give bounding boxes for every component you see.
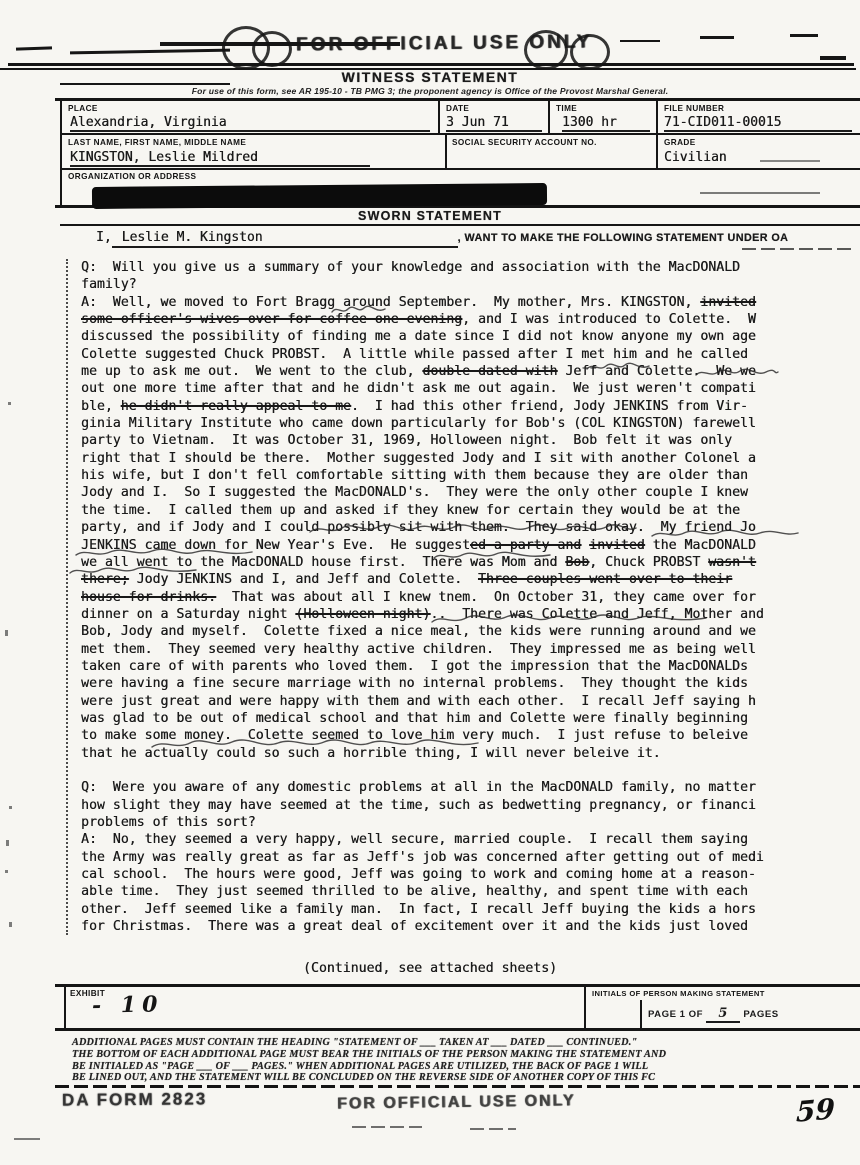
scan-artifact [70,49,230,55]
statement-line: there; Jody JENKINS and I, and Jeff and Colette. Three couples went over to their [81,572,733,588]
statement-line: JENKINS came down for New Year's Eve. He suggested a party and invited the MacDONALD [81,537,756,553]
page-count-value: 5 [706,1006,740,1023]
statement-line: to make some money. Colette seemed to love him very much. I just refuse to beleive [81,728,748,744]
statement-line: Jody and I. So I suggested the MacDONALD's. They were the only other couple I knew [81,485,748,501]
exhibit-label: EXHIBIT [70,989,106,998]
scan-artifact [820,56,846,60]
table-border [584,984,586,1030]
statement-line: cal school. The hours were good, Jeff was going to work and coming home at a reason- [81,867,756,883]
statement-line: right that I should be there. Mother suggested Jody and I sit with another Colonel a [81,450,756,466]
scan-artifact [9,922,12,927]
grade-label: GRADE [664,138,696,147]
handwritten-annotation [74,546,254,559]
form-subtitle: For use of this form, see AR 195-10 - TB PMG 3; the proponent agency is Office of the Provost Marshal General. [191,86,669,96]
statement-line: A: No, they seemed a very happy, well secure, married couple. I recall them saying [81,832,748,848]
statement-line [81,762,860,779]
table-border [64,984,66,1030]
scan-artifact [700,36,734,39]
statement-line: family? [81,277,137,293]
statement-line: how slight they may have seemed at the time, such as bedwetting pregnancy, or financi [81,797,756,813]
statement-line: was glad to be out of medical school and that him and Colette were finally beginning [81,710,748,726]
statement-line: A: Well, we moved to Fort Bragg around September. My mother, Mrs. KINGSTON, invited [81,294,756,310]
scan-artifact [760,160,820,162]
handwritten-annotation [694,366,780,379]
statement-line: party to Vietnam. It was October 31, 1969, Holloween night. Bob felt it was only [81,433,733,449]
statement-line: were having a fine secure marriage with no internal problems. They thought the kids [81,676,748,692]
statement-line: for Christmas. There was a great deal of excitement over it and the kids just loved [81,919,748,935]
statement-line: his wife, but I don't fell comfortable sitting with them because they are older than [81,468,748,484]
for-official-use-only-stamp: FOR OFFICIAL USE ONLY [295,31,593,56]
statement-line: Colette suggested Chuck PROBST. A little while passed after I met him and he called [81,346,748,362]
time-label: TIME [556,104,578,113]
form-title: WITNESS STATEMENT [341,69,519,85]
statement-line: other. Jeff seemed like a family man. In fact, I recall Jeff buying the kids a hors [81,901,756,917]
scan-artifact [6,840,9,846]
scan-artifact [5,870,8,873]
name-value: KINGSTON, Leslie Mildred [70,150,370,167]
handwritten-annotation [585,360,651,373]
pages-label: PAGES [743,1009,779,1020]
handwritten-annotation [650,527,800,540]
table-border [445,135,447,168]
divider [60,83,230,85]
statement-line: ble, he didn't really appeal to me. I had this other friend, Jody JENKINS from Vir- [81,398,748,414]
statement-line: able time. They just seemed thrilled to be alive, healthy, and spent time with each [81,884,748,900]
statement-oath-clause: , WANT TO MAKE THE FOLLOWING STATEMENT UNDER OA [457,232,789,244]
table-border [60,133,860,135]
statement-line: dinner on a Saturday night (Holloween night).. There was Colette and Jeff, Mother and [81,606,764,622]
file-number-value: 71-CID011-00015 [664,115,852,132]
form-number: DA FORM 2823 [61,1089,208,1110]
scan-artifact [470,1128,516,1130]
statement-body [66,259,860,935]
page-count-line [648,1006,779,1023]
scan-artifact [620,40,660,42]
scan-artifact [742,248,854,250]
statement-line: we all went to the MacDONALD house first. There was Mom and Bob, Chuck PROBST wasn't [81,554,756,570]
statement-line: me up to ask me out. We went to the club, double-dated with Jeff and Colette. We we [81,364,756,380]
table-border [438,100,440,133]
statement-line: were just great and were happy with them and with each other. I recall Jeff saying h [81,693,756,709]
statement-line: Q: Will you give us a summary of your knowledge and association with the MacDONALD [81,260,740,275]
table-border [640,1000,642,1030]
scan-artifact [16,46,52,50]
statement-line: some officer's wives over for coffee one evening, and I was introduced to Colette. W [81,312,756,328]
redaction-bar [92,183,547,209]
scan-artifact [790,34,818,37]
divider [55,98,860,101]
declarant-pronoun: I, [96,230,112,245]
place-label: PLACE [68,104,98,113]
statement-line: that he actually could so such a horrible thing, I will never beleive it. [81,745,661,761]
fine-print [72,1037,832,1084]
declarant-line [96,228,860,248]
declarant-name: Leslie M. Kingston [112,230,458,248]
statement-line: taken care of with parents who loved them. I got the impression that the MacDONALDs [81,658,748,674]
divider [8,63,854,66]
handwritten-annotation [432,549,552,562]
scan-artifact [352,1126,422,1128]
handwritten-annotation [430,612,710,626]
fine-print-line: BE INITIALED AS "PAGE ___ OF ___ PAGES." WHEN ADDITIONAL PAGES ARE UTILIZED, THE BACK OF PAGE 1 WILL [72,1060,649,1072]
statement-line: the time. I called them up and asked if they knew for certain they would be at the [81,502,740,518]
table-border [548,100,550,133]
statement-line: met them. They seemed very healthy active children. They impressed me as being well [81,641,756,657]
handwritten-annotation [330,304,388,316]
stamp-circle [252,31,292,67]
statement-line: out one more time after that and he didn't ask me out again. We just weren't compati [81,381,756,397]
exhibit-value: - 10 [91,991,164,1019]
divider [55,1085,860,1088]
handwritten-annotation [308,522,638,536]
statement-line: Bob, Jody and myself. Colette fixed a nice meal, the kids were running around and we [81,624,756,640]
continued-note: (Continued, see attached sheets) [302,961,558,976]
time-value: 1300 hr [562,115,650,132]
handwritten-page-number: 59 [795,1092,836,1129]
ssn-label: SOCIAL SECURITY ACCOUNT NO. [452,138,597,147]
table-border [55,984,860,987]
statement-line: house for drinks. That was about all I knew tnem. On October 31, they came over for [81,589,756,605]
statement-line: problems of this sort? [81,815,256,830]
date-label: DATE [446,104,470,113]
date-value: 3 Jun 71 [446,115,542,132]
handwritten-annotation [68,564,198,577]
fine-print-line: BE LINED OUT, AND THE STATEMENT WILL BE CONCLUDED ON THE REVERSE SIDE OF ANOTHER COPY OF THIS FC [72,1072,656,1084]
for-official-use-only-stamp-bottom: FOR OFFICIAL USE ONLY [336,1092,576,1113]
scan-artifact [8,402,11,405]
table-border [60,98,62,208]
scan-artifact [14,1138,40,1140]
file-number-label: FILE NUMBER [664,104,725,113]
statement-line: party, and if Jody and I could possibly sit with them. They said okay. My friend Jo [81,520,756,536]
fine-print-line: ADDITIONAL PAGES MUST CONTAIN THE HEADING "STATEMENT OF ___ TAKEN AT ___ DATED ___ CONTINUED." [72,1037,638,1048]
page-of-label: PAGE 1 OF [648,1009,703,1020]
statement-line: the Army was really great as far as Jeff's job was concerned after getting out of medi [81,849,764,865]
scan-artifact [700,192,820,194]
statement-line: discussed the possibility of finding me a date since I did not know anyone my own age [81,329,756,345]
handwritten-annotation [150,737,480,751]
scan-artifact [5,630,8,636]
grade-value: Civilian [664,150,727,165]
place-value: Alexandria, Virginia [70,115,430,132]
scan-artifact [9,806,12,809]
sworn-statement-banner: SWORN STATEMENT [358,209,502,223]
statement-line: ginia Military Institute who came down particularly for Bob's (COL KINGSTON) farewell [81,416,756,432]
table-border [60,168,860,170]
name-label: LAST NAME, FIRST NAME, MIDDLE NAME [68,138,247,147]
table-border [55,1028,860,1031]
organization-label: ORGANIZATION OR ADDRESS [68,172,197,181]
divider [60,224,860,226]
initials-label: INITIALS OF PERSON MAKING STATEMENT [592,989,765,998]
fine-print-line: THE BOTTOM OF EACH ADDITIONAL PAGE MUST BEAR THE INITIALS OF THE PERSON MAKING THE STATEMENT AND [72,1048,667,1060]
statement-line: Q: Were you aware of any domestic problems at all in the MacDONALD family, no matter [81,780,756,796]
